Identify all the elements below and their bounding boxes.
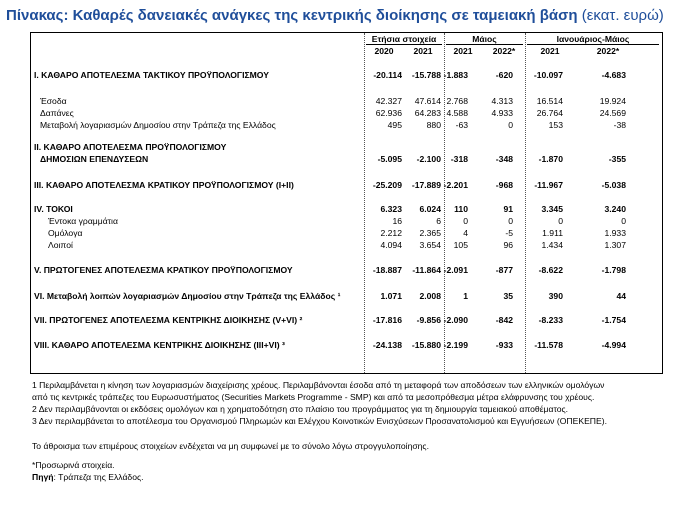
cell-value: 0 (508, 120, 513, 130)
row-label: VIII. ΚΑΘΑΡΟ ΑΠΟΤΕΛΕΣΜΑ ΚΕΝΤΡΙΚΗΣ ΔΙΟΙΚΗΣΗΣ (III+VI) ³ (34, 340, 285, 350)
cell-value: 2.365 (419, 228, 441, 238)
footnote-2: 2 Δεν περιλαμβάνονται οι εκδόσεις ομολόγων και η χρηματοδότηση στο πλαίσιο του προγράμματος για τη δημιουργία ταμειακού αποθέματος. (32, 404, 569, 414)
row-label: III. ΚΑΘΑΡΟ ΑΠΟΤΕΛΕΣΜΑ ΚΡΑΤΙΚΟΥ ΠΡΟΫΠΟΛΟΓΙΣΜΟΥ (I+II) (34, 180, 294, 190)
cell-value: 2.212 (380, 228, 402, 238)
cell-value: -968 (495, 180, 513, 190)
year-header: 2022* (596, 46, 620, 56)
header-underline (527, 44, 659, 45)
row-label: Έντοκα γραμμάτια (48, 216, 118, 226)
cell-value: 4 (463, 228, 468, 238)
cell-value: -11.967 (534, 180, 563, 190)
cell-value: -1.754 (601, 315, 626, 325)
cell-value: 4.313 (491, 96, 513, 106)
column-separator (525, 33, 526, 373)
cell-value: -2.090 (443, 315, 468, 325)
cell-value: 1.911 (542, 228, 563, 238)
cell-value: -8.233 (538, 315, 563, 325)
cell-value: -9.856 (416, 315, 441, 325)
cell-value: 91 (503, 204, 513, 214)
cell-value: 64.283 (414, 108, 441, 118)
cell-value: -318 (450, 154, 468, 164)
cell-value: 6.024 (419, 204, 441, 214)
row-label: Λοιποί (48, 240, 73, 250)
cell-value: 1.307 (604, 240, 626, 250)
row-label: I. ΚΑΘΑΡΟ ΑΠΟΤΕΛΕΣΜΑ ΤΑΚΤΙΚΟΥ ΠΡΟΫΠΟΛΟΓΙΣΜΟΥ (34, 70, 269, 80)
cell-value: -2.201 (443, 180, 468, 190)
source-note (32, 472, 144, 482)
title-text: Πίνακας: Καθαρές δανειακές ανάγκες της κεντρικής διοίκησης σε ταμειακή βάση (6, 7, 578, 24)
cell-value: -38 (613, 120, 626, 130)
cell-value: 1 (463, 291, 468, 301)
year-header: 2021 (453, 46, 473, 56)
cell-value: 3.654 (419, 240, 441, 250)
row-label: Μεταβολή λογαριασμών Δημοσίου στην Τράπεζα της Ελλάδος (40, 120, 276, 130)
cell-value: -15.880 (411, 340, 441, 350)
year-header: 2022* (492, 46, 516, 56)
row-label: ΔΗΜΟΣΙΩΝ ΕΠΕΝΔΥΣΕΩΝ (40, 154, 149, 164)
cell-value: -877 (495, 265, 513, 275)
table-title (6, 7, 664, 24)
cell-value: 4.588 (446, 108, 468, 118)
cell-value: 16.514 (536, 96, 563, 106)
cell-value: 3.345 (541, 204, 563, 214)
footnote-3: 3 Δεν περιλαμβάνεται το αποτέλεσμα του Οργανισμού Πληρωμών και Ελέγχου Κοινοτικών Ενισχύσεων Προσανατολισμού και Εγγυήσεων (ΟΠΕΚΕΠΕ). (32, 416, 607, 426)
cell-value: -8.622 (538, 265, 563, 275)
cell-value: 19.924 (599, 96, 626, 106)
cell-value: -20.114 (373, 70, 402, 80)
cell-value: 2.008 (419, 291, 441, 301)
row-label: Ομόλογα (48, 228, 83, 238)
cell-value: -933 (495, 340, 513, 350)
cell-value: 1.434 (541, 240, 563, 250)
cell-value: 0 (621, 216, 626, 226)
cell-value: 3.240 (604, 204, 626, 214)
row-label: VII. ΠΡΩΤΟΓΕΝΕΣ ΑΠΟΤΕΛΕΣΜΑ ΚΕΝΤΡΙΚΗΣ ΔΙΟΙΚΗΣΗΣ (V+VI) ² (34, 315, 303, 325)
cell-value: 4.933 (491, 108, 513, 118)
year-header: 2020 (374, 46, 394, 56)
cell-value: 26.764 (536, 108, 563, 118)
cell-value: -1.883 (443, 70, 468, 80)
cell-value: 24.569 (599, 108, 626, 118)
cell-value: -2.199 (443, 340, 468, 350)
cell-value: 0 (463, 216, 468, 226)
row-label: V. ΠΡΩΤΟΓΕΝΕΣ ΑΠΟΤΕΛΕΣΜΑ ΚΡΑΤΙΚΟΥ ΠΡΟΫΠΟΛΟΓΙΣΜΟΥ (34, 265, 293, 275)
row-label: Έσοδα (40, 96, 67, 106)
year-header: 2021 (413, 46, 433, 56)
cell-value: 6.323 (380, 204, 402, 214)
cell-value: -355 (608, 154, 626, 164)
cell-value: 16 (392, 216, 402, 226)
cell-value: -2.091 (443, 265, 468, 275)
rounding-note: Το άθροισμα των επιμέρους στοιχείων ενδέχεται να μη συμφωνεί με το σύνολο λόγω στρογγυλοποίησης. (32, 441, 429, 451)
provisional-note: *Προσωρινά στοιχεία. (32, 460, 115, 470)
row-label: VI. Μεταβολή λοιπών λογαριασμών Δημοσίου στην Τράπεζα της Ελλάδος ¹ (34, 291, 341, 301)
year-header: 2021 (540, 46, 560, 56)
cell-value: -620 (495, 70, 513, 80)
cell-value: 390 (548, 291, 563, 301)
cell-value: -5.095 (377, 154, 402, 164)
cell-value: 105 (453, 240, 468, 250)
cell-value: -5.038 (601, 180, 626, 190)
cell-value: -63 (455, 120, 468, 130)
header-underline (366, 44, 442, 45)
header-underline (446, 44, 523, 45)
cell-value: -2.100 (416, 154, 441, 164)
header-jan-may: Ιανουάριος-Μάιος (556, 34, 630, 44)
cell-value: 0 (558, 216, 563, 226)
cell-value: 35 (503, 291, 513, 301)
cell-value: 0 (508, 216, 513, 226)
source-text: : Τράπεζα της Ελλάδος. (53, 472, 144, 482)
title-unit: (εκατ. ευρώ) (581, 7, 664, 24)
header-may: Μάιος (472, 34, 497, 44)
cell-value: -1.798 (601, 265, 626, 275)
cell-value: -1.870 (538, 154, 563, 164)
cell-value: 47.614 (414, 96, 441, 106)
cell-value: 62.936 (375, 108, 402, 118)
cell-value: -15.788 (411, 70, 441, 80)
cell-value: 153 (548, 120, 563, 130)
cell-value: -5 (505, 228, 513, 238)
cell-value: -348 (495, 154, 513, 164)
cell-value: -25.209 (372, 180, 402, 190)
cell-value: 495 (387, 120, 402, 130)
cell-value: 880 (426, 120, 441, 130)
cell-value: 4.094 (380, 240, 402, 250)
cell-value: 6 (436, 216, 441, 226)
cell-value: 110 (454, 204, 468, 214)
cell-value: -842 (495, 315, 513, 325)
row-label: Δαπάνες (40, 108, 74, 118)
footnote-1a: 1 Περιλαμβάνεται η κίνηση των λογαριασμών διαχείρισης χρέους. Περιλαμβάνονται έσοδα από τη μεταφορά των αποδόσεων των ελληνικών ομολόγων (32, 380, 605, 390)
header-annual: Ετήσια στοιχεία (371, 34, 437, 44)
cell-value: -17.816 (372, 315, 402, 325)
row-label: II. ΚΑΘΑΡΟ ΑΠΟΤΕΛΕΣΜΑ ΠΡΟΫΠΟΛΟΓΙΣΜΟΥ (34, 142, 227, 152)
cell-value: 42.327 (375, 96, 402, 106)
cell-value: -4.683 (601, 70, 626, 80)
footnote-1b: από τις κεντρικές τράπεζες του Ευρωσυστήματος (Securities Markets Programme - SMP) και από τα μεσοπρόθεσμα μέτρα ελάφρυνσης του χρέους. (32, 392, 595, 402)
cell-value: 2.768 (446, 96, 468, 106)
source-label: Πηγή (32, 472, 54, 482)
column-separator (364, 33, 365, 373)
cell-value: 44 (616, 291, 626, 301)
cell-value: -17.889 (411, 180, 441, 190)
cell-value: -24.138 (372, 340, 402, 350)
row-label: IV. ΤΟΚΟΙ (34, 204, 73, 214)
cell-value: -11.578 (534, 340, 563, 350)
cell-value: 1.071 (380, 291, 402, 301)
cell-value: -4.994 (601, 340, 626, 350)
cell-value: 1.933 (604, 228, 626, 238)
cell-value: -18.887 (372, 265, 402, 275)
cell-value: -11.864 (412, 265, 441, 275)
cell-value: 96 (503, 240, 513, 250)
cell-value: -10.097 (533, 70, 563, 80)
